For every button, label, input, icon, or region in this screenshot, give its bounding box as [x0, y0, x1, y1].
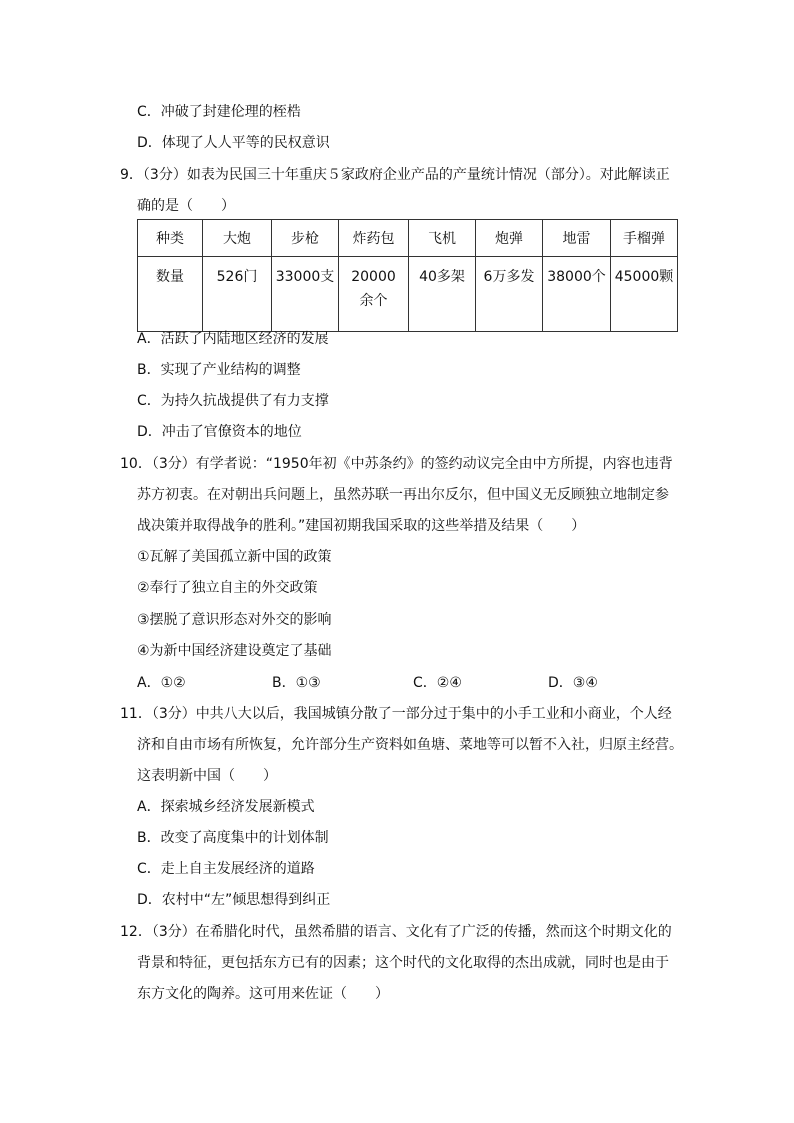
q9-stem-line2: 确的是（ ）	[137, 198, 235, 214]
q11-stem-line1: 11．（3分）中共八大以后，我国城镇分散了一部分过于集中的小手工业和小商业，个人经	[120, 706, 672, 722]
q11-option-c: C．走上自主发展经济的道路	[137, 861, 315, 877]
q10-item-3: ③摆脱了意识形态对外交的影响	[137, 612, 332, 628]
table-header-cell: 炮弹	[476, 220, 543, 257]
q11-option-d: D．农村中“左”倾思想得到纠正	[137, 892, 331, 908]
q9-production-table	[137, 219, 678, 332]
table-header-cell: 炸药包	[339, 220, 409, 257]
q9-option-d: D．冲击了官僚资本的地位	[137, 424, 302, 440]
q11-option-a: A．探索城乡经济发展新模式	[137, 799, 315, 815]
table-cell: 数量	[138, 257, 203, 332]
table-cell: 33000支	[272, 257, 339, 332]
q9-option-a: A．活跃了内陆地区经济的发展	[137, 331, 329, 347]
table-header-row	[138, 220, 678, 257]
table-header-cell: 飞机	[409, 220, 476, 257]
q11-stem-line2: 济和自由市场有所恢复，允许部分生产资料如鱼塘、菜地等可以暂不入社，归原主经营。	[137, 737, 683, 753]
table-header-cell: 步枪	[272, 220, 339, 257]
q9-option-c: C．为持久抗战提供了有力支撑	[137, 393, 329, 409]
q10-stem-line2: 苏方初衷。在对朝出兵问题上，虽然苏联一再出尔反尔，但中国义无反顾独立地制定参	[137, 487, 669, 503]
q9-stem-line1: 9．（3分）如表为民国三十年重庆５家政府企业产品的产量统计情况（部分）。对此解读正	[120, 167, 670, 183]
table-header-cell: 地雷	[543, 220, 611, 257]
q11-option-b: B．改变了高度集中的计划体制	[137, 830, 329, 846]
q10-option-a: A．①②	[137, 675, 186, 691]
table-header-cell: 手榴弹	[611, 220, 678, 257]
q12-stem-line2: 背景和特征，更包括东方已有的因素；这个时代的文化取得的杰出成就，同时也是由于	[137, 955, 669, 971]
q11-stem-line3: 这表明新中国（ ）	[137, 768, 277, 784]
table-header-cell: 种类	[138, 220, 203, 257]
q9-option-b: B．实现了产业结构的调整	[137, 362, 301, 378]
table-cell: 20000余个	[339, 257, 409, 332]
q10-item-2: ②奉行了独立自主的外交政策	[137, 580, 318, 596]
table-header-cell: 大炮	[203, 220, 272, 257]
table-cell: 6万多发	[476, 257, 543, 332]
q10-option-d: D．③④	[548, 675, 598, 691]
q10-option-b: B．①③	[272, 675, 321, 691]
q12-stem-line1: 12．（3分）在希腊化时代，虽然希腊的语言、文化有了广泛的传播，然而这个时期文化的	[120, 924, 672, 940]
q10-option-c: C．②④	[413, 675, 462, 691]
table-row	[138, 257, 678, 332]
table-cell: 45000颗	[611, 257, 678, 332]
q10-item-4: ④为新中国经济建设奠定了基础	[137, 643, 332, 659]
q10-item-1: ①瓦解了美国孤立新中国的政策	[137, 549, 332, 565]
table-cell: 526门	[203, 257, 272, 332]
q8-option-c: C．冲破了封建伦理的桎梏	[137, 104, 301, 120]
q10-stem-line3: 战决策并取得战争的胜利。”建国初期我国采取的这些举措及结果（ ）	[137, 518, 586, 534]
table-cell: 38000个	[543, 257, 611, 332]
q12-stem-line3: 东方文化的陶养。这可用来佐证（ ）	[137, 986, 389, 1002]
table-cell: 40多架	[409, 257, 476, 332]
q8-option-d: D．体现了人人平等的民权意识	[137, 135, 330, 151]
q10-stem-line1: 10．（3分）有学者说：“1950年初《中苏条约》的签约动议完全由中方所提，内容也违背	[120, 456, 673, 472]
